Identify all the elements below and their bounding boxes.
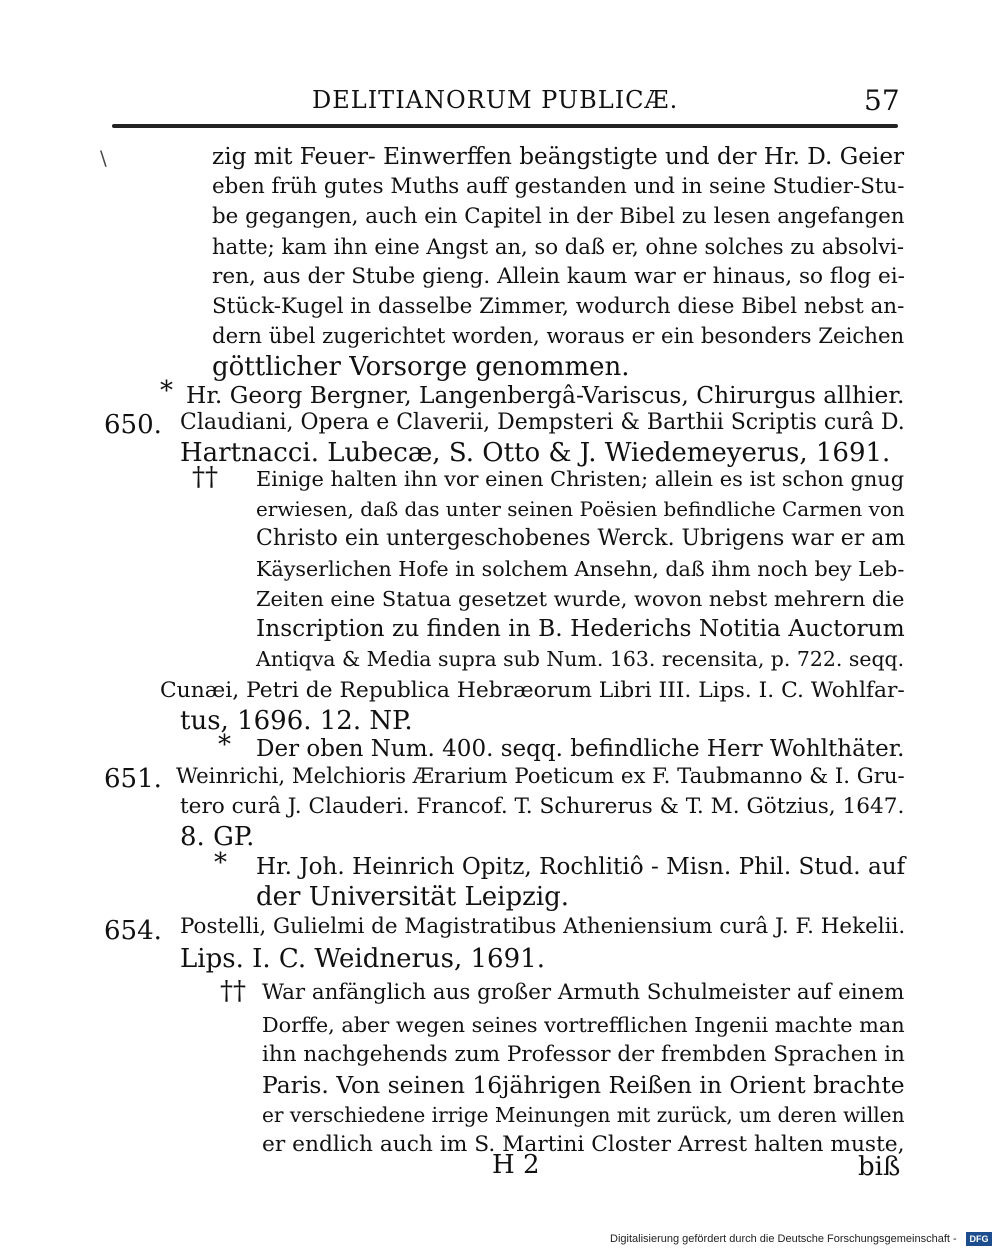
owner-line: Hr. Joh. Heinrich Opitz, Rochlitiô - Misn. Phil. Stud. auf — [256, 854, 906, 880]
page-number: 57 — [864, 84, 900, 117]
note-line: Dorffe, aber wegen seines vortrefflichen Ingenii machte man — [262, 1013, 905, 1037]
note-line: er verschiedene irrige Meinungen mit zurück, um deren willen — [262, 1103, 905, 1127]
entry-title: Cunæi, Petri de Republica Hebræorum Libri III. Lips. I. C. Wohlfar- — [160, 678, 905, 703]
entry-number: 654. — [104, 916, 162, 946]
running-head: DELITIANORUM PUBLICÆ. — [312, 86, 679, 114]
owner-marker: * — [218, 730, 231, 760]
entry-title: Hartnacci. Lubecæ, S. Otto & J. Wiedemeyerus, 1691. — [180, 438, 891, 468]
entry-number: 651. — [104, 764, 162, 794]
dfg-logo: DFG — [966, 1232, 992, 1246]
note-line: Christo ein untergeschobenes Werck. Ubrigens war er am — [256, 526, 906, 551]
entry-title: Claudiani, Opera e Claverii, Dempsteri & Barthii Scriptis curâ D. — [180, 410, 905, 435]
text-line: hatte; kam ihn eine Angst an, so daß er, ohne solches zu absolvi- — [212, 234, 905, 259]
entry-title: Lips. I. C. Weidnerus, 1691. — [180, 944, 545, 974]
entry-title: tero curâ J. Clauderi. Francof. T. Schurerus & T. M. Götzius, 1647. — [180, 794, 905, 819]
note-line: erwiesen, daß das unter seinen Poësien befindliche Carmen von — [256, 497, 905, 521]
note-line: er endlich auch im S. Martini Closter Arrest halten muste, — [262, 1132, 905, 1157]
text-line: Stück-Kugel in dasselbe Zimmer, wodurch diese Bibel nebst an- — [212, 294, 905, 319]
entry-title: tus, 1696. 12. NP. — [180, 706, 413, 736]
text-line: göttlicher Vorsorge genommen. — [212, 352, 630, 382]
note-marker: †† — [192, 462, 218, 492]
owner-line: der Universität Leipzig. — [256, 882, 570, 912]
note-line: Antiqva & Media supra sub Num. 163. recensita, p. 722. seqq. — [256, 647, 905, 671]
owner-marker: * — [214, 848, 227, 878]
text-line: be gegangen, auch ein Capitel in der Bibel zu lesen angefangen — [212, 204, 905, 229]
note-line: War anfänglich aus großer Armuth Schulmeister auf einem — [262, 980, 905, 1005]
entry-title: 8. GP. — [180, 822, 255, 852]
note-marker: †† — [220, 976, 246, 1006]
entry-title: Postelli, Gulielmi de Magistratibus Atheniensium curâ J. F. Hekelii. — [180, 914, 906, 939]
note-line: Paris. Von seinen 16jährigen Reißen in Orient brachte — [262, 1071, 905, 1099]
text-line: zig mit Feuer- Einwerffen beängstigte und der Hr. D. Geier — [212, 144, 905, 170]
text-line: eben früh gutes Muths auff gestanden und in seine Studier-Stu- — [212, 174, 905, 199]
text-line: ren, aus der Stube gieng. Allein kaum war er hinaus, so flog ei- — [212, 264, 905, 289]
owner-marker: * — [160, 376, 173, 406]
digitization-credit: Digitalisierung gefördert durch die Deutsche Forschungsgemeinschaft - — [610, 1233, 957, 1245]
entry-number: 650. — [104, 410, 162, 440]
note-line: Käyserlichen Hofe in solchem Ansehn, daß ihm noch bey Leb- — [256, 557, 905, 581]
note-line: ihn nachgehends zum Professor der frembden Sprachen in — [262, 1042, 905, 1067]
signature-mark: H 2 — [492, 1150, 540, 1180]
entry-title: Weinrichi, Melchioris Ærarium Poeticum ex F. Taubmanno & I. Gru- — [176, 764, 905, 789]
owner-line: Hr. Georg Bergner, Langenbergâ-Variscus, Chirurgus allhier. — [186, 381, 905, 409]
note-line: Inscription zu finden in B. Hederichs Notitia Auctorum — [256, 615, 905, 642]
owner-line: Der oben Num. 400. seqq. befindliche Herr Wohlthäter. — [256, 736, 905, 762]
text-line: dern übel zugerichtet worden, woraus er ein besonders Zeichen — [212, 324, 905, 349]
margin-mark: \ — [100, 146, 107, 170]
note-line: Einige halten ihn vor einen Christen; allein es ist schon gnug — [256, 467, 905, 491]
header-rule — [112, 124, 898, 128]
catchword: biß — [858, 1152, 901, 1182]
note-line: Zeiten eine Statua gesetzet wurde, wovon nebst mehrern die — [256, 587, 905, 611]
